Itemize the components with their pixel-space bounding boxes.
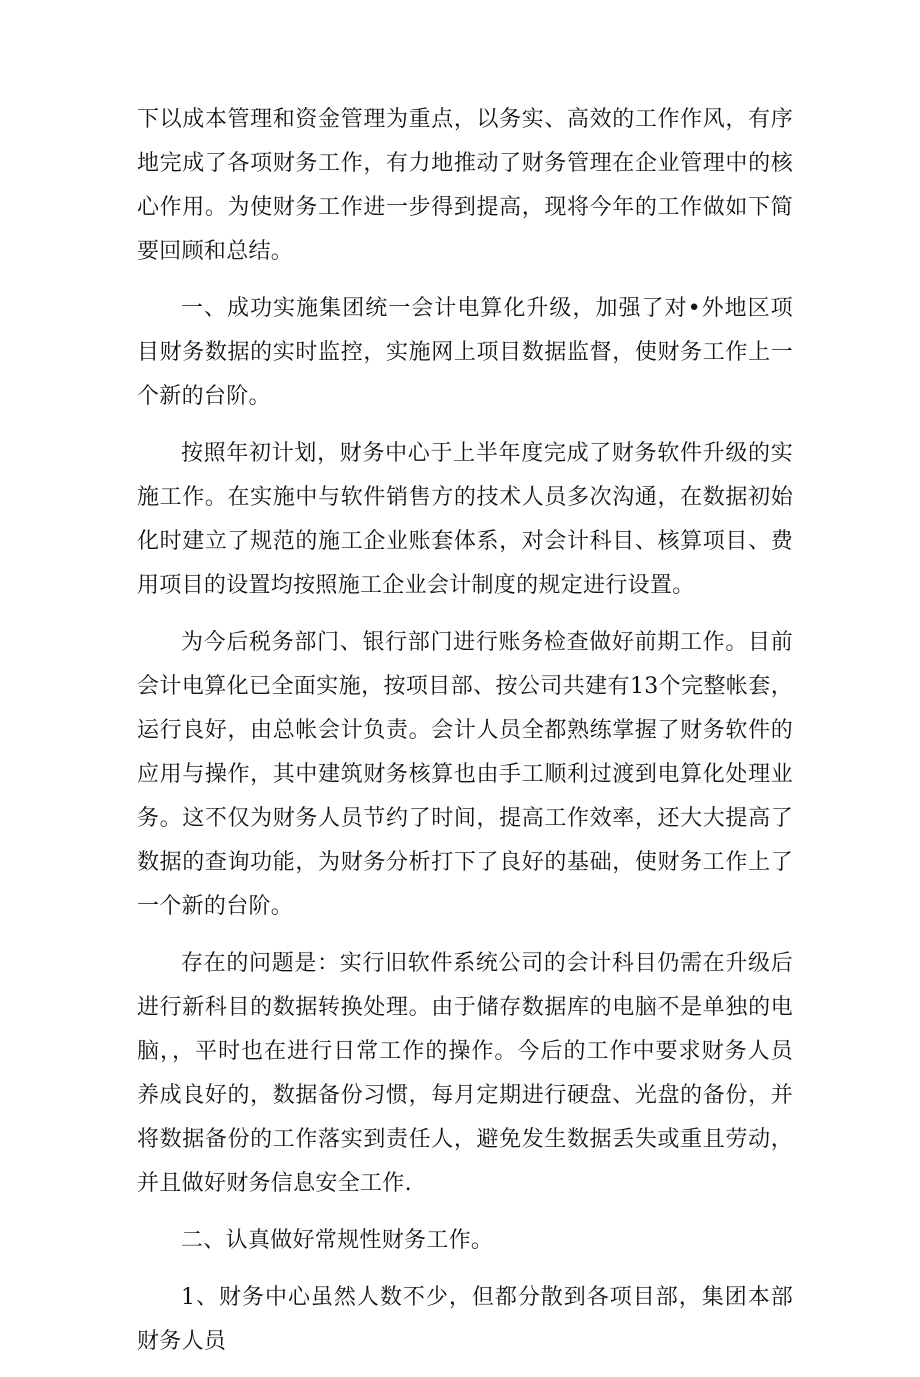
paragraph-intro: 下以成本管理和资金管理为重点，以务实、高效的工作作风，有序地完成了各项财务工作，有力地推动了财务管理在企业管理中的核心作用。为使财务工作进一步得到提高，现将今年的工作做如下简要回顾和总结。: [137, 107, 793, 264]
paragraph-section-two-heading: 二、认真做好常规性财务工作。: [181, 1228, 494, 1253]
paragraph-existing-problems: 存在的问题是：实行旧软件系统公司的会计科目仍需在升级后进行新科目的数据转换处理。由于储存数据库的电脑不是单独的电脑，，平时也在进行日常工作的操作。今后的工作中要求财务人员养成良好的，数据备份习惯，每月定期进行硬盘、光盘的备份，并将数据备份的工作落实到责任人，避免发生数据丢失或重且劳动，并且做好财务信息安全工作.: [137, 951, 793, 1196]
document-page: [137, 98, 793, 1377]
paragraph-item-one: 1、财务中心虽然人数不少，但都分散到各项目部，集团本部财务人员: [137, 1285, 793, 1354]
paragraph-electronic-accounting: 为今后税务部门、银行部门进行账务检查做好前期工作。目前会计电算化已全面实施，按项目部、按公司共建有13个完整帐套，运行良好，由总帐会计负责。会计人员全都熟练掌握了财务软件的应用与操作，其中建筑财务核算也由手工顺利过渡到电算化处理业务。这不仅为财务人员节约了时间，提高工作效率，还大大提高了数据的查询功能，为财务分析打下了良好的基础，使财务工作上了一个新的台阶。: [137, 630, 793, 919]
paragraph-section-one-heading: 一、成功实施集团统一会计电算化升级，加强了对•外地区项目财务数据的实时监控，实施网上项目数据监督，使财务工作上一个新的台阶。: [137, 296, 793, 409]
paragraph-software-upgrade: 按照年初计划，财务中心于上半年度完成了财务软件升级的实施工作。在实施中与软件销售方的技术人员多次沟通，在数据初始化时建立了规范的施工企业账套体系，对会计科目、核算项目、费用项目的设置均按照施工企业会计制度的规定进行设置。: [137, 441, 793, 598]
